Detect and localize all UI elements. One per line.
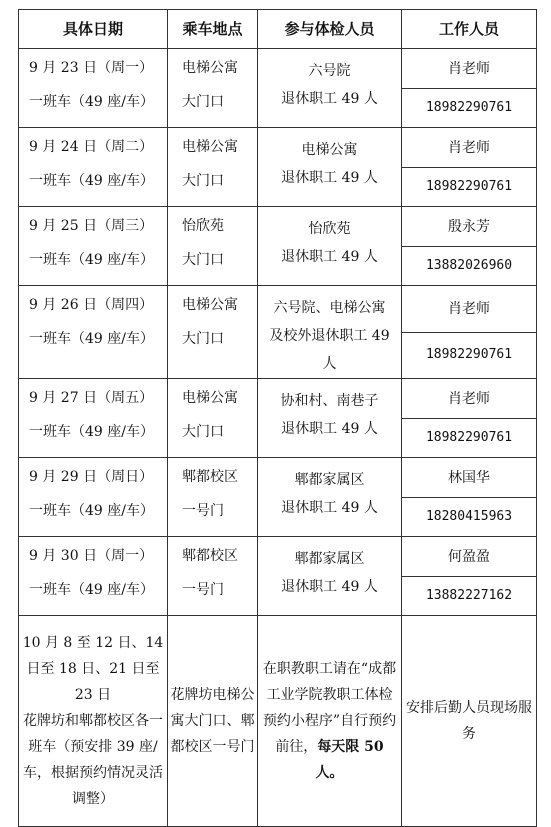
table-row [19,537,537,577]
participants-line: 退休职工 49 人 [281,500,378,516]
location-cell [168,207,258,286]
table-row [19,616,537,827]
header-row [19,10,537,49]
location-cell: 花牌坊电梯公寓大门口、郫都校区一号门 [168,616,258,827]
participants-cell [258,379,402,458]
location-line: 郫都校区 [182,548,238,564]
participants-cell [258,458,402,537]
date-line: 9 月 29 日（周日） [29,469,154,485]
staff-phone: 18982290761 [402,332,537,379]
participants-line: 退休职工 49 人 [281,249,378,265]
bus-line: 一班车（49 座/车） [29,94,154,110]
location-line: 大门口 [182,252,224,268]
date-cell [19,207,168,286]
table-row [19,379,537,419]
participants-text: 在职教职工请在“成都工业学院教职工体检预约小程序”自行预约前往， [262,661,397,755]
table-row [19,207,537,247]
participants-cell [258,616,402,827]
location-line: 大门口 [182,173,224,189]
location-line: 郫都校区 [182,469,238,485]
staff-phone: 18982290761 [402,89,537,128]
location-line: 电梯公寓 [182,60,238,76]
location-line: 大门口 [182,94,224,110]
header-staff: 工作人员 [402,10,537,49]
date-cell [19,537,168,616]
location-line: 电梯公寓 [182,390,238,406]
location-cell [168,49,258,128]
staff-name: 肖老师 [402,128,537,168]
participants-line: 六号院、电梯公寓 [273,300,386,316]
participants-line: 退休职工 49 人 [281,170,378,186]
location-line: 一号门 [182,582,224,598]
staff-phone: 18982290761 [402,419,537,458]
staff-name: 何盈盈 [402,537,537,577]
table-row [19,49,537,89]
staff-phone: 18280415963 [402,498,537,537]
bus-line: 一班车（49 座/车） [29,424,154,440]
participants-line: 郫都家属区 [294,551,365,567]
location-cell [168,458,258,537]
bus-line: 一班车（49 座/车） [29,582,154,598]
staff-phone: 13882026960 [402,247,537,286]
participants-line: 退休职工 49 人 [281,91,378,107]
date-cell [19,49,168,128]
participants-cell [258,128,402,207]
participants-line: 怡欣苑 [308,221,351,237]
participants-cell [258,49,402,128]
participants-line: 协和村、南巷子 [280,393,379,409]
staff-name: 肖老师 [402,379,537,419]
staff-phone: 18982290761 [402,168,537,207]
date-cell [19,286,168,379]
bus-line: 一班车（49 座/车） [29,503,154,519]
staff-cell: 安排后勤人员现场服务 [402,616,537,827]
location-line: 大门口 [182,424,224,440]
location-line: 怡欣苑 [182,218,224,234]
staff-name: 肖老师 [402,286,537,333]
schedule-table [18,9,537,827]
participants-line: 六号院 [308,63,351,79]
participants-line: 及校外退休职工 49 人 [269,328,390,372]
date-line: 9 月 27 日（周五） [29,390,154,406]
location-line: 电梯公寓 [182,139,238,155]
participants-line: 郫都家属区 [294,472,365,488]
bus-line: 一班车（49 座/车） [29,252,154,268]
header-location: 乘车地点 [168,10,258,49]
date-cell [19,379,168,458]
staff-name: 殷永芳 [402,207,537,247]
participants-cell [258,207,402,286]
location-line: 电梯公寓 [182,297,238,313]
header-date: 具体日期 [19,10,168,49]
date-line: 9 月 26 日（周四） [29,297,154,313]
location-cell [168,128,258,207]
date-line: 9 月 24 日（周二） [29,139,154,155]
location-line: 一号门 [182,503,224,519]
participants-line: 退休职工 49 人 [281,421,378,437]
daily-limit: 每天限 50 人。 [315,739,384,781]
table-row [19,286,537,333]
bus-line: 一班车（49 座/车） [29,173,154,189]
date-cell [19,458,168,537]
participants-cell [258,286,402,379]
staff-name: 肖老师 [402,49,537,89]
location-cell [168,286,258,379]
location-line: 大门口 [182,331,224,347]
date-cell [19,616,168,827]
location-cell [168,379,258,458]
table-row [19,128,537,168]
participants-cell [258,537,402,616]
location-cell [168,537,258,616]
table-row [19,458,537,498]
date-line: 9 月 23 日（周一） [29,60,154,76]
participants-line: 电梯公寓 [301,142,358,158]
date-line: 9 月 30 日（周一） [29,548,154,564]
participants-line: 退休职工 49 人 [281,579,378,595]
staff-phone: 13882227162 [402,577,537,616]
date-range: 10 月 8 至 12 日、14 日至 18 日、21 日至 23 日 [22,635,164,703]
bus-line: 一班车（49 座/车） [29,331,154,347]
staff-name: 林国华 [402,458,537,498]
date-line: 9 月 25 日（周三） [29,218,154,234]
header-participants: 参与体检人员 [258,10,402,49]
date-cell [19,128,168,207]
bus-arrangement: 花牌坊和郫都校区各一班车（预安排 39 座/车，根据预约情况灵活调整） [23,713,163,807]
